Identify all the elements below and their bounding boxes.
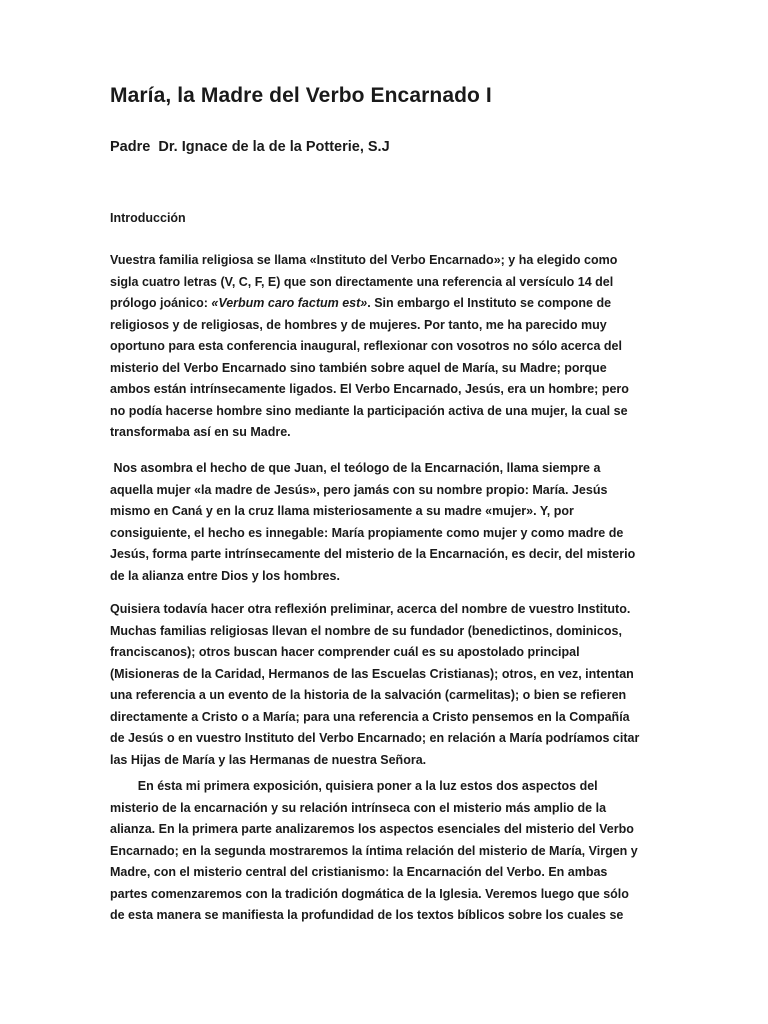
document-author: Padre Dr. Ignace de la de la Potterie, S.J bbox=[110, 139, 390, 155]
paragraph-2-line: de la alianza entre Dios y los hombres. bbox=[110, 568, 340, 583]
paragraph-1-line: transformaba así en su Madre. bbox=[110, 425, 291, 439]
paragraph-3-line: directamente a Cristo o a María; para una referencia a Cristo pensemos en la Compañía bbox=[110, 709, 630, 724]
paragraph-3-line: franciscanos); otros buscan hacer comprender cuál es su apostolado principal bbox=[110, 645, 580, 659]
line-text: prólogo joánico: bbox=[110, 296, 212, 310]
paragraph-1-line: oportuno para esta conferencia inaugural, reflexionar con vosotros no sólo acerca del bbox=[110, 339, 622, 353]
paragraph-3-line: Muchas familias religiosas llevan el nombre de su fundador (benedictinos, dominicos, bbox=[110, 623, 622, 638]
paragraph-4-line: Encarnado; en la segunda mostraremos la íntima relación del misterio de María, Virgen y bbox=[110, 843, 638, 858]
paragraph-2-line: Nos asombra el hecho de que Juan, el teólogo de la Encarnación, llama siempre a bbox=[110, 461, 601, 475]
paragraph-2-line: Jesús, forma parte intrínsecamente del misterio de la Encarnación, es decir, del misterio bbox=[110, 547, 636, 561]
paragraph-4-line: de esta manera se manifiesta la profundidad de los textos bíblicos sobre los cuales se bbox=[110, 908, 624, 922]
paragraph-2-line: mismo en Caná y en la cruz llama misteriosamente a su madre «mujer». Y, por bbox=[110, 504, 574, 518]
paragraph-1-line: religiosos y de religiosas, de hombres y de mujeres. Por tanto, me ha parecido muy bbox=[110, 317, 607, 332]
paragraph-3-line: las Hijas de María y las Hermanas de nuestra Señora. bbox=[110, 752, 427, 767]
latin-quote: «Verbum caro factum est» bbox=[211, 296, 368, 310]
paragraph-1-line: sigla cuatro letras (V, C, F, E) que son directamente una referencia al versículo 14 del bbox=[110, 274, 614, 289]
paragraph-4-line: En ésta mi primera exposición, quisiera poner a la luz estos dos aspectos del bbox=[110, 779, 598, 793]
paragraph-3-line: (Misioneras de la Caridad, Hermanos de las Escuelas Cristianas); otros, en vez, intentan bbox=[110, 666, 634, 681]
paragraph-1-line: no podía hacerse hombre sino mediante la participación activa de una mujer, la cual se bbox=[110, 403, 628, 418]
paragraph-4-line: alianza. En la primera parte analizaremos los aspectos esenciales del misterio del Verbo bbox=[110, 822, 634, 836]
paragraph-3-line: Quisiera todavía hacer otra reflexión preliminar, acerca del nombre de vuestro Instituto. bbox=[110, 602, 631, 616]
paragraph-1-line bbox=[110, 293, 611, 313]
paragraph-2-line: aquella mujer «la madre de Jesús», pero jamás con su nombre propio: María. Jesús bbox=[110, 482, 608, 497]
paragraph-2-line: consiguiente, el hecho es innegable: María propiamente como mujer y como madre de bbox=[110, 525, 624, 540]
paragraph-4-line: Madre, con el misterio central del cristianismo: la Encarnación del Verbo. En ambas bbox=[110, 865, 608, 879]
paragraph-4-line: misterio de la encarnación y su relación intrínseca con el misterio más amplio de la bbox=[110, 800, 607, 815]
paragraph-3-line: de Jesús o en vuestro Instituto del Verbo Encarnado; en relación a María podríamos citar bbox=[110, 731, 640, 745]
section-heading: Introducción bbox=[110, 211, 186, 225]
document-title: María, la Madre del Verbo Encarnado I bbox=[110, 84, 492, 107]
line-text: . Sin embargo el Instituto se compone de bbox=[367, 296, 612, 310]
paragraph-4-line: partes comenzaremos con la tradición dogmática de la Iglesia. Veremos luego que sólo bbox=[110, 886, 629, 901]
paragraph-3-line: una referencia a un evento de la historia de la salvación (carmelitas); o bien se refieren bbox=[110, 688, 627, 702]
paragraph-1-line: Vuestra familia religiosa se llama «Instituto del Verbo Encarnado»; y ha elegido como bbox=[110, 253, 618, 267]
paragraph-1-line: misterio del Verbo Encarnado sino también sobre aquel de María, su Madre; porque bbox=[110, 360, 607, 375]
paragraph-1-line: ambos están intrínsecamente ligados. El Verbo Encarnado, Jesús, era un hombre; pero bbox=[110, 382, 629, 396]
